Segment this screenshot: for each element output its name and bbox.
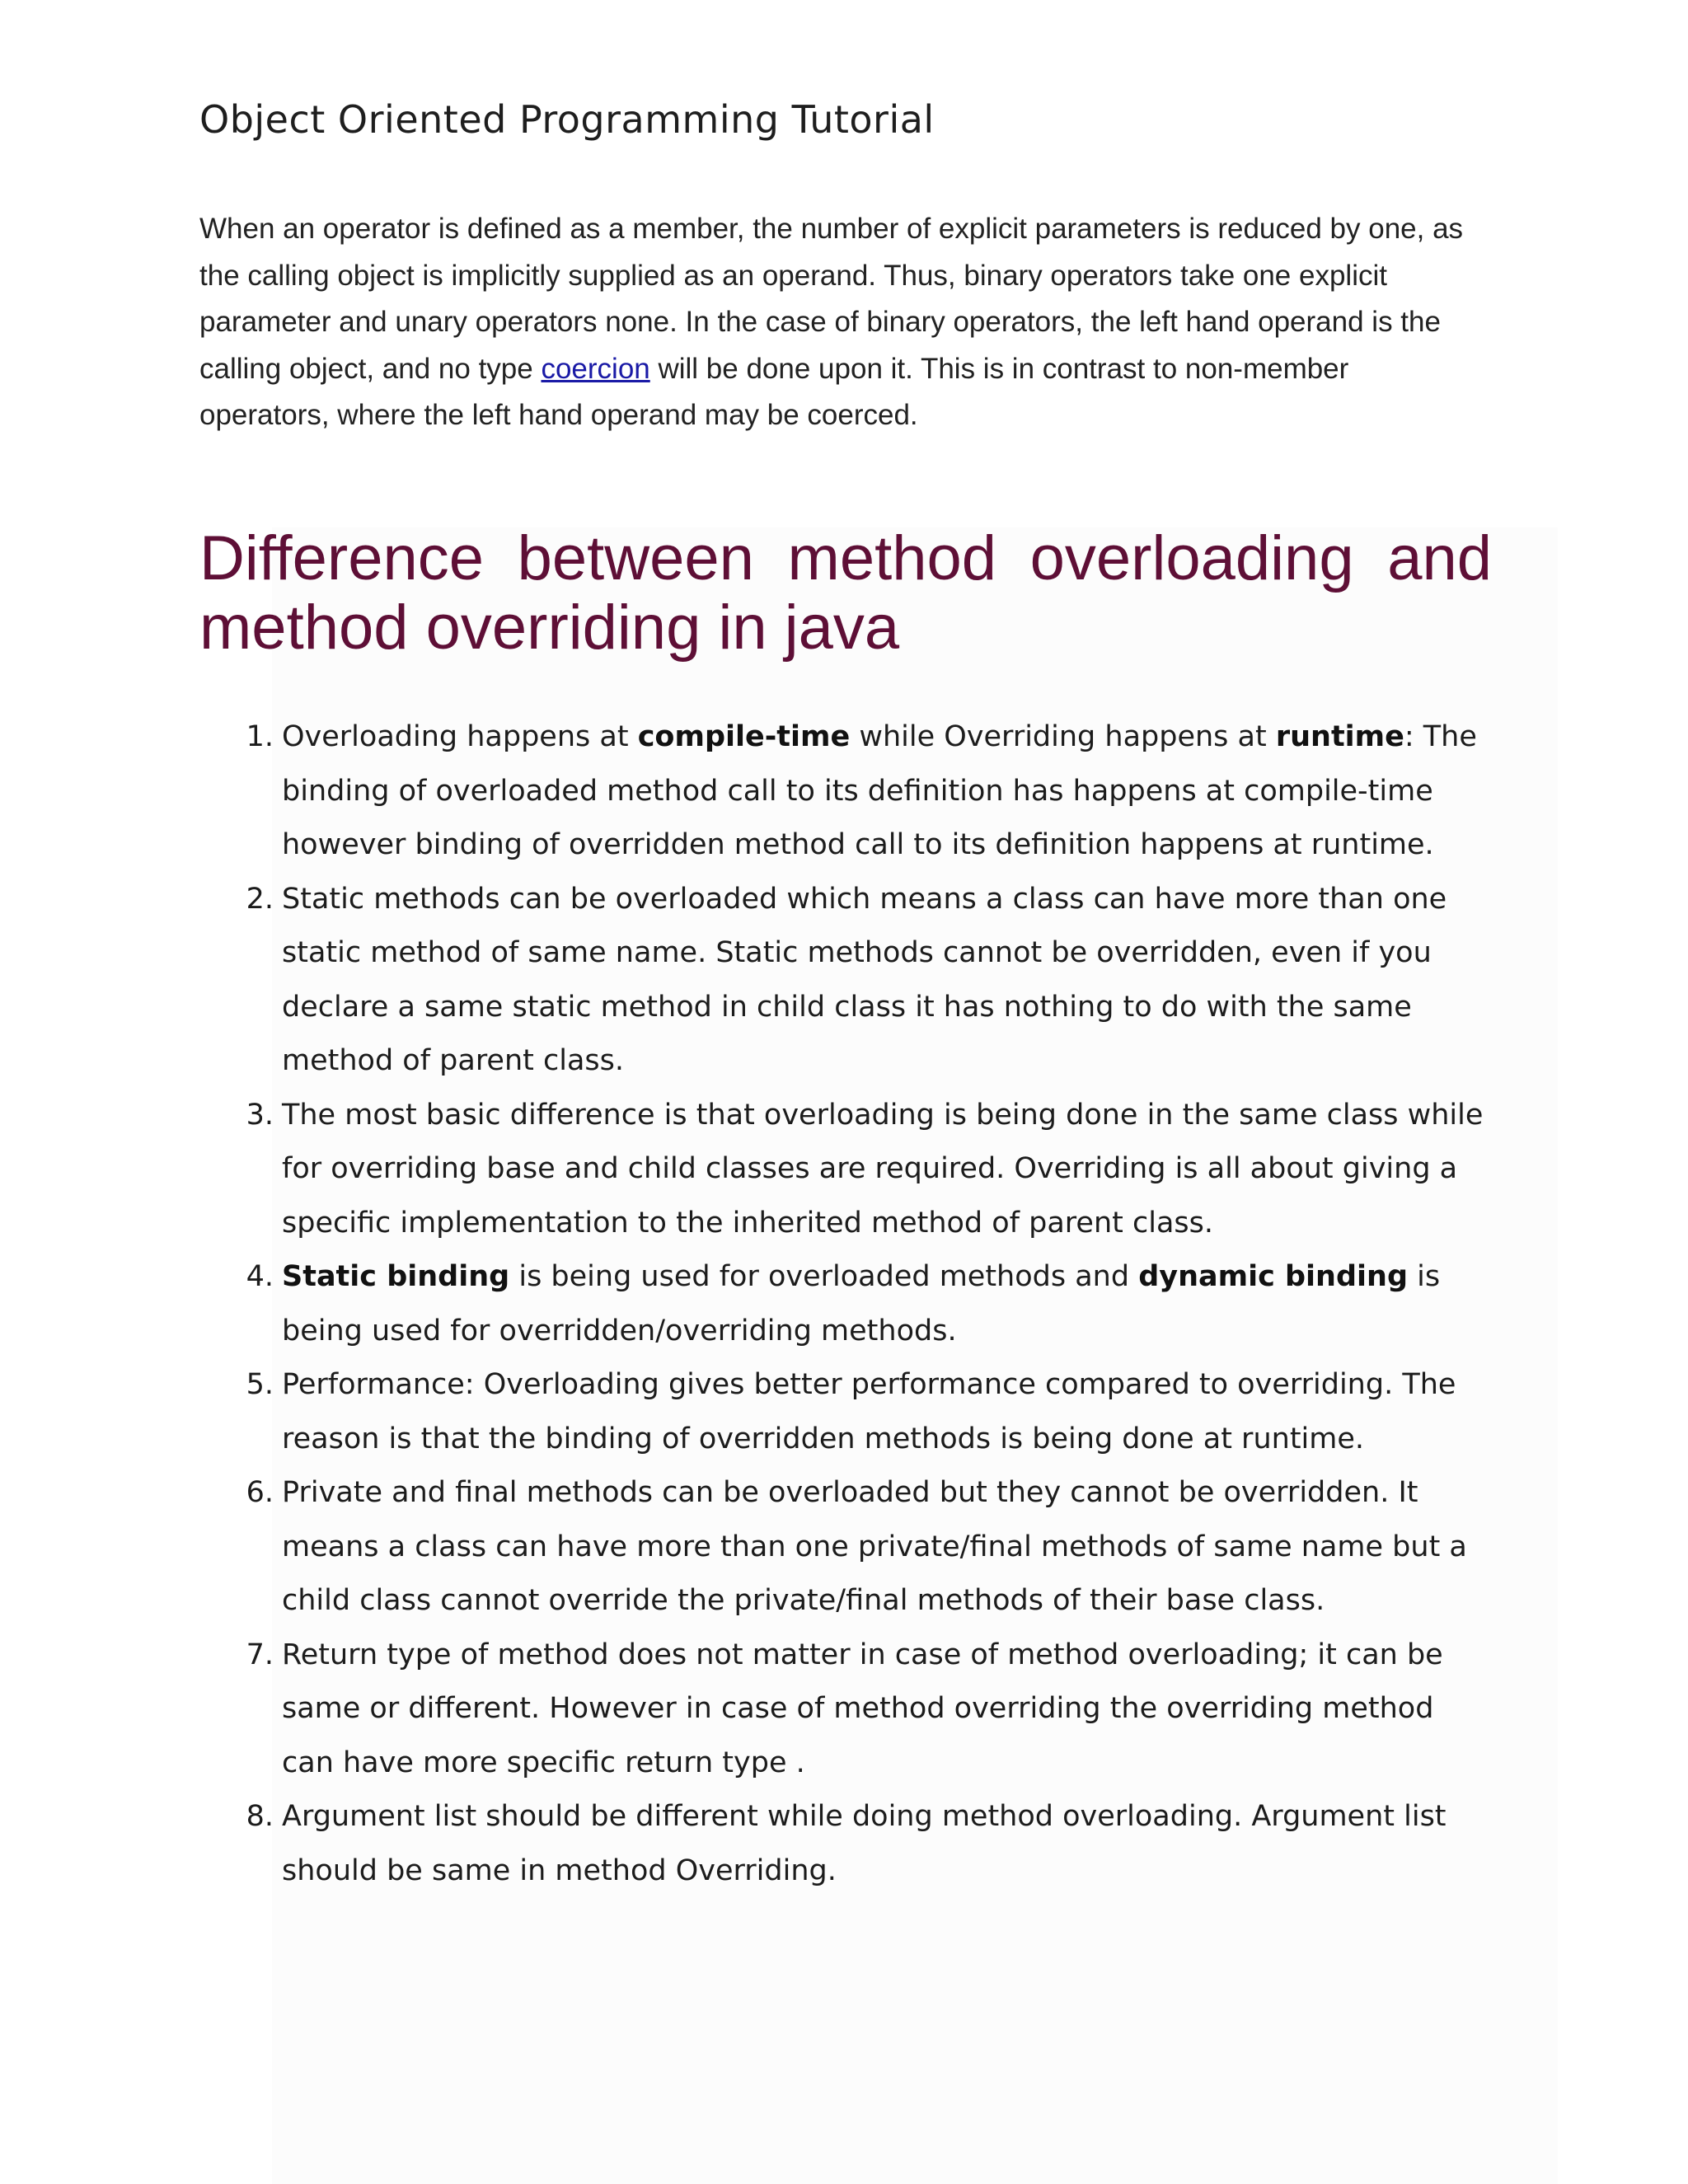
item-text: Performance: Overloading gives better performance compared to overriding. The reason is that the binding of overridden methods is being done at runtime.	[282, 1368, 1456, 1455]
list-number: 6.	[246, 1476, 274, 1509]
list-number: 4.	[246, 1260, 274, 1293]
page-header-title: Object Oriented Programming Tutorial	[199, 97, 935, 142]
list-number: 8.	[246, 1800, 274, 1833]
list-number: 3.	[246, 1098, 274, 1132]
intro-text-start: When an operator is defined as a member, the number of explicit parameters is reduced by one, as the calling object is implicitly supplied as an operand. Thus, binary operators take one explicit parameter and unary operators none. In the case of binary operators, the left hand operand is the calling object, and no type	[199, 213, 1464, 385]
coercion-link[interactable]: coercion	[541, 352, 650, 385]
list-item	[246, 1250, 1493, 1358]
item-text: Argument list should be different while doing method overloading. Argument list should be same in method Overriding.	[282, 1800, 1447, 1887]
item-bold-text: compile-time	[637, 720, 851, 753]
list-number: 7.	[246, 1638, 274, 1671]
item-text: is being used for overloaded methods and	[509, 1260, 1139, 1293]
list-item	[246, 1466, 1493, 1629]
intro-text-end: will be done upon it. This is in contrast to non-member operators, where the left hand operand may be coerced.	[199, 352, 1349, 431]
list-item	[246, 710, 1493, 873]
item-text: : The binding of overloaded method call to its definition has happens at compile-time however binding of overridden method call to its definition happens at runtime.	[282, 720, 1477, 861]
item-text: The most basic difference is that overloading is being done in the same class while for overriding base and child classes are required. Overriding is all about giving a specific implementation to the inherited method of parent class.	[282, 1098, 1484, 1240]
item-bold-text: runtime	[1275, 720, 1404, 753]
item-bold-text: dynamic binding	[1138, 1260, 1408, 1293]
item-bold-text: Static binding	[282, 1260, 510, 1293]
item-text: Overloading happens at	[282, 720, 638, 753]
list-number: 1.	[246, 720, 274, 753]
list-item	[246, 1629, 1493, 1791]
item-text: while Overriding happens at	[850, 720, 1276, 753]
section-heading: Difference between method overloading and method overriding in java	[199, 523, 1492, 663]
list-item	[246, 1790, 1493, 1898]
list-item	[246, 1089, 1493, 1251]
intro-paragraph	[199, 206, 1485, 439]
list-number: 2.	[246, 882, 274, 916]
list-item	[246, 873, 1493, 1089]
list-item	[246, 1358, 1493, 1466]
item-text: is being used for overridden/overriding methods.	[282, 1260, 1441, 1347]
item-text: Static methods can be overloaded which means a class can have more than one static method of same name. Static methods cannot be overridden, even if you declare a same static method in child class it has nothing to do with the same method of parent class.	[282, 882, 1447, 1077]
differences-list	[246, 710, 1493, 1898]
item-text: Return type of method does not matter in case of method overloading; it can be same or different. However in case of method overriding the overriding method can have more specific return type .	[282, 1638, 1443, 1779]
list-number: 5.	[246, 1368, 274, 1401]
item-text: Private and final methods can be overloaded but they cannot be overridden. It means a class can have more than one private/final methods of same name but a child class cannot override the private/final methods of their base class.	[282, 1476, 1467, 1617]
